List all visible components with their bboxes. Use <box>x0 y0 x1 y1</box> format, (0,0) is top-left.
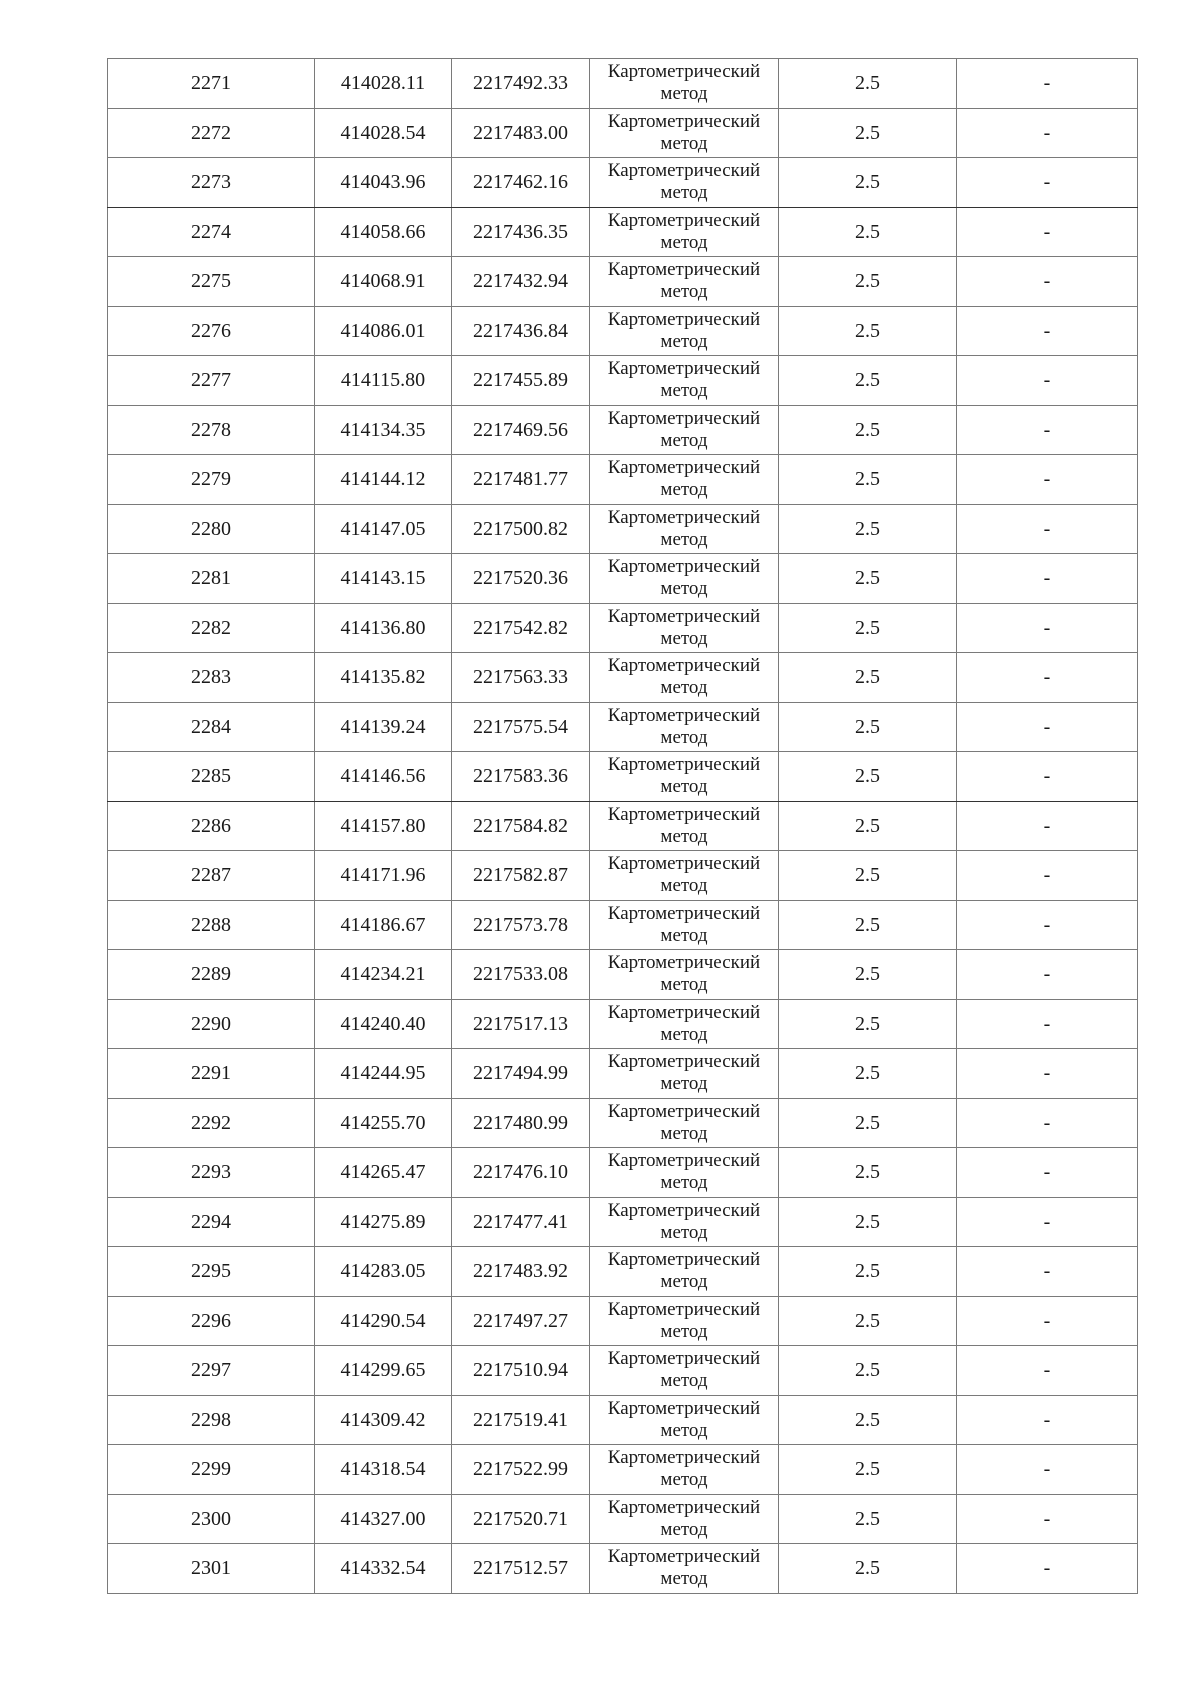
table-row <box>108 801 1138 851</box>
point-number-cell: 2285 <box>108 752 315 802</box>
coordinate-x-cell: 414143.15 <box>315 554 452 604</box>
point-number-cell: 2297 <box>108 1346 315 1396</box>
accuracy-cell: 2.5 <box>779 1494 957 1544</box>
coordinate-y-cell: 2217563.33 <box>452 653 590 703</box>
accuracy-cell: 2.5 <box>779 158 957 208</box>
point-number-cell: 2298 <box>108 1395 315 1445</box>
method-line-1: Картометрический <box>607 308 761 330</box>
accuracy-cell: 2.5 <box>779 1296 957 1346</box>
accuracy-cell: 2.5 <box>779 455 957 505</box>
coordinate-x-cell: 414147.05 <box>315 504 452 554</box>
coordinate-y-cell: 2217497.27 <box>452 1296 590 1346</box>
method-line-2: метод <box>660 776 708 798</box>
method-line-1: Картометрический <box>607 1001 761 1023</box>
method-line-1: Картометрический <box>607 1298 761 1320</box>
method-line-1: Картометрический <box>607 358 761 380</box>
accuracy-cell: 2.5 <box>779 1544 957 1594</box>
point-number-cell: 2288 <box>108 900 315 950</box>
method-cell <box>590 1197 779 1247</box>
coordinate-y-cell: 2217500.82 <box>452 504 590 554</box>
table-row <box>108 999 1138 1049</box>
coordinate-y-cell: 2217510.94 <box>452 1346 590 1396</box>
accuracy-cell: 2.5 <box>779 405 957 455</box>
coordinate-x-cell: 414058.66 <box>315 207 452 257</box>
coordinate-x-cell: 414332.54 <box>315 1544 452 1594</box>
method-cell <box>590 1494 779 1544</box>
note-cell: - <box>957 603 1138 653</box>
accuracy-cell: 2.5 <box>779 999 957 1049</box>
method-cell <box>590 1395 779 1445</box>
table-row <box>108 1247 1138 1297</box>
method-line-1: Картометрический <box>607 902 761 924</box>
point-number-cell: 2295 <box>108 1247 315 1297</box>
method-cell <box>590 455 779 505</box>
point-number-cell: 2282 <box>108 603 315 653</box>
method-cell <box>590 950 779 1000</box>
method-line-1: Картометрический <box>607 1546 761 1568</box>
point-number-cell: 2276 <box>108 306 315 356</box>
point-number-cell: 2272 <box>108 108 315 158</box>
coordinate-y-cell: 2217480.99 <box>452 1098 590 1148</box>
coordinate-y-cell: 2217476.10 <box>452 1148 590 1198</box>
method-cell <box>590 59 779 109</box>
note-cell: - <box>957 1148 1138 1198</box>
method-line-1: Картометрический <box>607 1199 761 1221</box>
method-line-1: Картометрический <box>607 1496 761 1518</box>
coordinate-x-cell: 414115.80 <box>315 356 452 406</box>
method-line-2: метод <box>660 1221 708 1243</box>
method-cell <box>590 1296 779 1346</box>
coordinate-x-cell: 414290.54 <box>315 1296 452 1346</box>
accuracy-cell: 2.5 <box>779 801 957 851</box>
method-cell <box>590 851 779 901</box>
table-row <box>108 504 1138 554</box>
method-cell <box>590 752 779 802</box>
method-line-2: метод <box>660 330 708 352</box>
method-line-1: Картометрический <box>607 556 761 578</box>
coordinate-y-cell: 2217436.84 <box>452 306 590 356</box>
note-cell: - <box>957 405 1138 455</box>
method-line-2: метод <box>660 578 708 600</box>
table-row <box>108 1296 1138 1346</box>
method-line-2: метод <box>660 627 708 649</box>
note-cell: - <box>957 999 1138 1049</box>
note-cell: - <box>957 851 1138 901</box>
method-line-1: Картометрический <box>607 506 761 528</box>
accuracy-cell: 2.5 <box>779 504 957 554</box>
accuracy-cell: 2.5 <box>779 356 957 406</box>
method-cell <box>590 356 779 406</box>
method-cell <box>590 702 779 752</box>
point-number-cell: 2271 <box>108 59 315 109</box>
accuracy-cell: 2.5 <box>779 752 957 802</box>
table-row <box>108 950 1138 1000</box>
note-cell: - <box>957 702 1138 752</box>
method-line-1: Картометрический <box>607 160 761 182</box>
point-number-cell: 2277 <box>108 356 315 406</box>
coordinate-y-cell: 2217512.57 <box>452 1544 590 1594</box>
method-line-2: метод <box>660 1370 708 1392</box>
coordinates-table <box>107 58 1138 1594</box>
accuracy-cell: 2.5 <box>779 554 957 604</box>
note-cell: - <box>957 257 1138 307</box>
accuracy-cell: 2.5 <box>779 702 957 752</box>
table-row <box>108 900 1138 950</box>
coordinate-x-cell: 414265.47 <box>315 1148 452 1198</box>
method-cell <box>590 1247 779 1297</box>
coordinate-y-cell: 2217584.82 <box>452 801 590 851</box>
note-cell: - <box>957 1544 1138 1594</box>
coordinate-x-cell: 414171.96 <box>315 851 452 901</box>
method-line-1: Картометрический <box>607 1100 761 1122</box>
method-line-2: метод <box>660 1122 708 1144</box>
coordinate-x-cell: 414299.65 <box>315 1346 452 1396</box>
method-cell <box>590 405 779 455</box>
table-row <box>108 455 1138 505</box>
note-cell: - <box>957 356 1138 406</box>
coordinate-x-cell: 414318.54 <box>315 1445 452 1495</box>
method-line-1: Картометрический <box>607 1397 761 1419</box>
table-row <box>108 554 1138 604</box>
accuracy-cell: 2.5 <box>779 1049 957 1099</box>
method-cell <box>590 603 779 653</box>
coordinate-y-cell: 2217573.78 <box>452 900 590 950</box>
coordinate-x-cell: 414244.95 <box>315 1049 452 1099</box>
accuracy-cell: 2.5 <box>779 1247 957 1297</box>
method-line-2: метод <box>660 231 708 253</box>
point-number-cell: 2275 <box>108 257 315 307</box>
note-cell: - <box>957 1247 1138 1297</box>
point-number-cell: 2284 <box>108 702 315 752</box>
coordinate-x-cell: 414327.00 <box>315 1494 452 1544</box>
coordinate-x-cell: 414135.82 <box>315 653 452 703</box>
method-line-1: Картометрический <box>607 1348 761 1370</box>
coordinate-x-cell: 414134.35 <box>315 405 452 455</box>
method-line-2: метод <box>660 924 708 946</box>
method-line-1: Картометрический <box>607 803 761 825</box>
method-cell <box>590 900 779 950</box>
method-line-2: метод <box>660 825 708 847</box>
method-line-1: Картометрический <box>607 952 761 974</box>
note-cell: - <box>957 59 1138 109</box>
method-cell <box>590 108 779 158</box>
coordinate-y-cell: 2217519.41 <box>452 1395 590 1445</box>
method-line-2: метод <box>660 1518 708 1540</box>
method-cell <box>590 1098 779 1148</box>
table-row <box>108 356 1138 406</box>
point-number-cell: 2291 <box>108 1049 315 1099</box>
method-line-1: Картометрический <box>607 61 761 83</box>
point-number-cell: 2274 <box>108 207 315 257</box>
accuracy-cell: 2.5 <box>779 108 957 158</box>
coordinate-y-cell: 2217432.94 <box>452 257 590 307</box>
coordinate-y-cell: 2217483.92 <box>452 1247 590 1297</box>
method-line-2: метод <box>660 1568 708 1590</box>
method-line-2: метод <box>660 974 708 996</box>
method-cell <box>590 1544 779 1594</box>
method-line-2: метод <box>660 1419 708 1441</box>
method-cell <box>590 207 779 257</box>
accuracy-cell: 2.5 <box>779 851 957 901</box>
coordinate-x-cell: 414043.96 <box>315 158 452 208</box>
accuracy-cell: 2.5 <box>779 653 957 703</box>
note-cell: - <box>957 950 1138 1000</box>
method-cell <box>590 1445 779 1495</box>
coordinate-x-cell: 414139.24 <box>315 702 452 752</box>
table-row <box>108 158 1138 208</box>
point-number-cell: 2287 <box>108 851 315 901</box>
point-number-cell: 2278 <box>108 405 315 455</box>
coordinate-x-cell: 414255.70 <box>315 1098 452 1148</box>
point-number-cell: 2273 <box>108 158 315 208</box>
point-number-cell: 2280 <box>108 504 315 554</box>
table-row <box>108 1098 1138 1148</box>
method-line-2: метод <box>660 1023 708 1045</box>
coordinate-y-cell: 2217462.16 <box>452 158 590 208</box>
table-row <box>108 752 1138 802</box>
coordinate-x-cell: 414068.91 <box>315 257 452 307</box>
method-line-2: метод <box>660 83 708 105</box>
note-cell: - <box>957 306 1138 356</box>
method-line-1: Картометрический <box>607 407 761 429</box>
point-number-cell: 2290 <box>108 999 315 1049</box>
accuracy-cell: 2.5 <box>779 1395 957 1445</box>
table-row <box>108 653 1138 703</box>
coordinate-x-cell: 414028.11 <box>315 59 452 109</box>
method-line-2: метод <box>660 1320 708 1342</box>
method-line-1: Картометрический <box>607 754 761 776</box>
method-line-1: Картометрический <box>607 853 761 875</box>
coordinate-y-cell: 2217455.89 <box>452 356 590 406</box>
coordinates-table-body <box>108 59 1138 1594</box>
note-cell: - <box>957 455 1138 505</box>
coordinate-x-cell: 414136.80 <box>315 603 452 653</box>
coordinate-x-cell: 414283.05 <box>315 1247 452 1297</box>
point-number-cell: 2289 <box>108 950 315 1000</box>
coordinate-x-cell: 414028.54 <box>315 108 452 158</box>
method-cell <box>590 306 779 356</box>
coordinate-y-cell: 2217520.71 <box>452 1494 590 1544</box>
method-line-1: Картометрический <box>607 704 761 726</box>
method-cell <box>590 554 779 604</box>
accuracy-cell: 2.5 <box>779 1346 957 1396</box>
coordinate-y-cell: 2217583.36 <box>452 752 590 802</box>
note-cell: - <box>957 158 1138 208</box>
table-row <box>108 851 1138 901</box>
method-line-2: метод <box>660 1469 708 1491</box>
note-cell: - <box>957 1098 1138 1148</box>
method-line-2: метод <box>660 726 708 748</box>
coordinate-y-cell: 2217582.87 <box>452 851 590 901</box>
method-line-2: метод <box>660 429 708 451</box>
coordinate-x-cell: 414086.01 <box>315 306 452 356</box>
note-cell: - <box>957 801 1138 851</box>
point-number-cell: 2293 <box>108 1148 315 1198</box>
method-line-2: метод <box>660 380 708 402</box>
coordinate-y-cell: 2217477.41 <box>452 1197 590 1247</box>
table-row <box>108 603 1138 653</box>
note-cell: - <box>957 554 1138 604</box>
note-cell: - <box>957 1494 1138 1544</box>
table-row <box>108 257 1138 307</box>
note-cell: - <box>957 1395 1138 1445</box>
note-cell: - <box>957 207 1138 257</box>
method-line-2: метод <box>660 528 708 550</box>
method-line-1: Картометрический <box>607 209 761 231</box>
accuracy-cell: 2.5 <box>779 59 957 109</box>
table-row <box>108 59 1138 109</box>
coordinate-x-cell: 414157.80 <box>315 801 452 851</box>
point-number-cell: 2281 <box>108 554 315 604</box>
point-number-cell: 2300 <box>108 1494 315 1544</box>
method-line-2: метод <box>660 1271 708 1293</box>
note-cell: - <box>957 504 1138 554</box>
table-row <box>108 1445 1138 1495</box>
coordinate-y-cell: 2217522.99 <box>452 1445 590 1495</box>
method-line-2: метод <box>660 1172 708 1194</box>
accuracy-cell: 2.5 <box>779 900 957 950</box>
method-line-1: Картометрический <box>607 1249 761 1271</box>
coordinate-y-cell: 2217481.77 <box>452 455 590 505</box>
point-number-cell: 2286 <box>108 801 315 851</box>
method-cell <box>590 1049 779 1099</box>
coordinate-y-cell: 2217542.82 <box>452 603 590 653</box>
method-line-1: Картометрический <box>607 1150 761 1172</box>
method-line-1: Картометрический <box>607 259 761 281</box>
method-line-2: метод <box>660 182 708 204</box>
method-cell <box>590 504 779 554</box>
method-cell <box>590 257 779 307</box>
table-row <box>108 405 1138 455</box>
accuracy-cell: 2.5 <box>779 1098 957 1148</box>
note-cell: - <box>957 1445 1138 1495</box>
coordinate-x-cell: 414275.89 <box>315 1197 452 1247</box>
table-row <box>108 306 1138 356</box>
note-cell: - <box>957 1296 1138 1346</box>
method-line-2: метод <box>660 132 708 154</box>
method-line-2: метод <box>660 875 708 897</box>
coordinate-y-cell: 2217436.35 <box>452 207 590 257</box>
table-row <box>108 1148 1138 1198</box>
coordinate-x-cell: 414309.42 <box>315 1395 452 1445</box>
accuracy-cell: 2.5 <box>779 1197 957 1247</box>
table-row <box>108 1494 1138 1544</box>
coordinate-x-cell: 414186.67 <box>315 900 452 950</box>
coordinate-y-cell: 2217575.54 <box>452 702 590 752</box>
accuracy-cell: 2.5 <box>779 207 957 257</box>
note-cell: - <box>957 108 1138 158</box>
coordinate-y-cell: 2217469.56 <box>452 405 590 455</box>
coordinate-y-cell: 2217483.00 <box>452 108 590 158</box>
method-cell <box>590 158 779 208</box>
note-cell: - <box>957 1197 1138 1247</box>
accuracy-cell: 2.5 <box>779 306 957 356</box>
point-number-cell: 2301 <box>108 1544 315 1594</box>
method-line-1: Картометрический <box>607 110 761 132</box>
method-line-1: Картометрический <box>607 655 761 677</box>
accuracy-cell: 2.5 <box>779 603 957 653</box>
method-line-2: метод <box>660 281 708 303</box>
table-row <box>108 1346 1138 1396</box>
table-row <box>108 1395 1138 1445</box>
accuracy-cell: 2.5 <box>779 257 957 307</box>
coordinate-x-cell: 414146.56 <box>315 752 452 802</box>
point-number-cell: 2296 <box>108 1296 315 1346</box>
point-number-cell: 2299 <box>108 1445 315 1495</box>
method-cell <box>590 801 779 851</box>
accuracy-cell: 2.5 <box>779 950 957 1000</box>
coordinate-y-cell: 2217494.99 <box>452 1049 590 1099</box>
coordinate-y-cell: 2217517.13 <box>452 999 590 1049</box>
note-cell: - <box>957 1049 1138 1099</box>
method-line-1: Картометрический <box>607 457 761 479</box>
table-row <box>108 207 1138 257</box>
point-number-cell: 2283 <box>108 653 315 703</box>
table-row <box>108 702 1138 752</box>
note-cell: - <box>957 653 1138 703</box>
table-row <box>108 108 1138 158</box>
method-cell <box>590 1346 779 1396</box>
coordinate-x-cell: 414240.40 <box>315 999 452 1049</box>
coordinate-x-cell: 414144.12 <box>315 455 452 505</box>
coordinate-y-cell: 2217492.33 <box>452 59 590 109</box>
method-cell <box>590 653 779 703</box>
note-cell: - <box>957 900 1138 950</box>
note-cell: - <box>957 752 1138 802</box>
point-number-cell: 2292 <box>108 1098 315 1148</box>
coordinate-x-cell: 414234.21 <box>315 950 452 1000</box>
coordinate-y-cell: 2217533.08 <box>452 950 590 1000</box>
table-row <box>108 1544 1138 1594</box>
method-line-2: метод <box>660 479 708 501</box>
table-row <box>108 1049 1138 1099</box>
method-line-1: Картометрический <box>607 1051 761 1073</box>
method-line-2: метод <box>660 677 708 699</box>
method-cell <box>590 999 779 1049</box>
point-number-cell: 2279 <box>108 455 315 505</box>
accuracy-cell: 2.5 <box>779 1148 957 1198</box>
method-line-2: метод <box>660 1073 708 1095</box>
table-row <box>108 1197 1138 1247</box>
accuracy-cell: 2.5 <box>779 1445 957 1495</box>
method-line-1: Картометрический <box>607 1447 761 1469</box>
note-cell: - <box>957 1346 1138 1396</box>
method-cell <box>590 1148 779 1198</box>
coordinate-y-cell: 2217520.36 <box>452 554 590 604</box>
point-number-cell: 2294 <box>108 1197 315 1247</box>
method-line-1: Картометрический <box>607 605 761 627</box>
